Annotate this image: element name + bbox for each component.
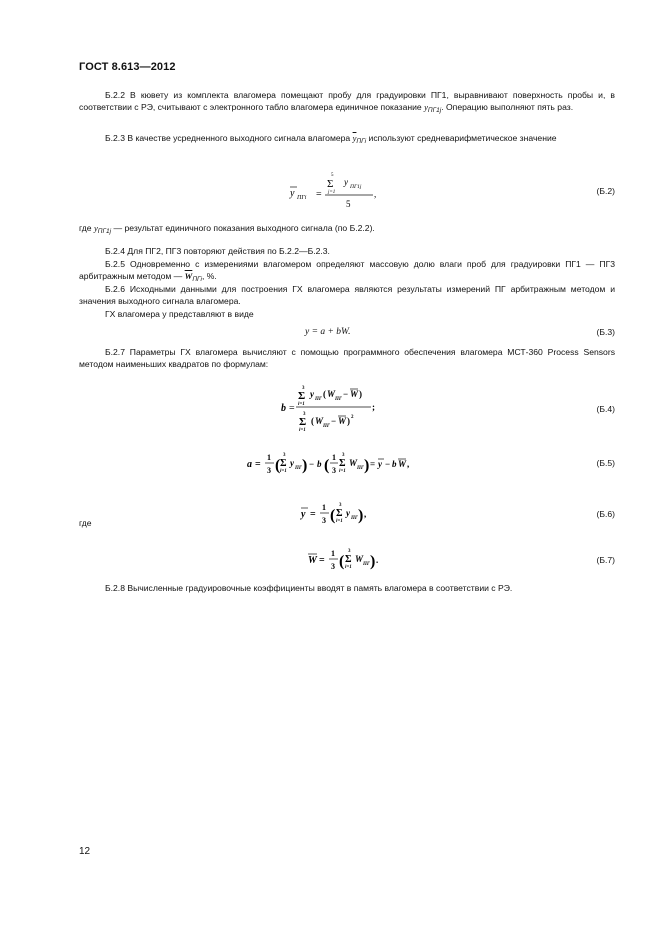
paragraph-b25-var: $\overline{W}$ — [184, 271, 193, 282]
svg-text:3: 3 — [322, 516, 326, 525]
svg-text:ПГ: ПГ — [335, 397, 342, 402]
svg-text:(: ( — [330, 507, 336, 524]
svg-text:1: 1 — [322, 503, 326, 512]
svg-text:i=1: i=1 — [280, 469, 287, 474]
svg-text:b: b — [392, 459, 397, 469]
svg-text:W: W — [308, 555, 317, 566]
svg-text:,: , — [407, 459, 410, 469]
svg-text:Σ: Σ — [336, 508, 343, 519]
formula-b7-label: (Б.7) — [596, 555, 615, 565]
formula-b2 — [79, 168, 615, 212]
svg-text:3: 3 — [348, 549, 351, 554]
paragraph-b26b-text: ГХ влагомера y представляют в виде — [105, 308, 254, 319]
formula-b6-expression — [299, 499, 374, 529]
svg-text:): ) — [347, 416, 350, 426]
paragraph-b25-end: , %. — [202, 271, 217, 282]
formula-b2-denominator: 5 — [346, 199, 351, 209]
svg-text:Σ: Σ — [299, 416, 307, 428]
formula-b6 — [79, 499, 615, 529]
svg-text:a: a — [247, 459, 252, 470]
svg-text:3: 3 — [331, 562, 335, 571]
svg-text:W: W — [327, 389, 336, 399]
svg-text:W: W — [355, 554, 364, 564]
svg-text:b: b — [317, 459, 322, 469]
formula-b3-label: (Б.3) — [596, 327, 615, 337]
svg-text:(: ( — [311, 416, 314, 426]
svg-text:W: W — [349, 458, 358, 468]
formula-b2-label: (Б.2) — [596, 186, 615, 196]
formula-b2-sum-top: 5 — [331, 173, 334, 178]
svg-text:−: − — [343, 389, 349, 399]
where-b2-var: y — [93, 223, 98, 233]
paragraph-b27 — [79, 346, 615, 371]
svg-text:(: ( — [275, 457, 281, 474]
paragraph-b22-text: Б.2.2 В кювету из комплекта влагомера помещают пробу для градуировки ПГ1, выравнивают поверхность пробы и, в соответствии с РЭ, считывают с электронного табло влагомера единичное показание — [79, 90, 615, 113]
svg-text:=: = — [370, 459, 376, 469]
formula-b5 — [79, 448, 615, 482]
formula-b4-expression — [279, 382, 389, 434]
formula-b2-sum-bottom: j=1 — [328, 190, 336, 195]
svg-text:y: y — [290, 458, 294, 468]
svg-text:): ) — [302, 457, 308, 474]
paragraph-b23-end: используют средневарифметическое значение — [368, 133, 557, 143]
formula-b2-comma: , — [374, 189, 377, 199]
svg-text:(: ( — [323, 389, 326, 399]
svg-text:): ) — [370, 553, 376, 570]
svg-text:ПГ: ПГ — [357, 466, 364, 471]
page-number: 12 — [79, 846, 91, 857]
svg-text:i=1: i=1 — [298, 402, 305, 407]
svg-text:): ) — [358, 507, 364, 524]
paragraph-b23-sub: ПГi — [356, 138, 367, 145]
paragraph-b23 — [79, 132, 615, 148]
svg-text:y: y — [378, 459, 382, 469]
svg-text:Σ: Σ — [339, 458, 346, 469]
paragraph-b26-text: Б.2.6 Исходными данными для построения ГХ влагомера являются результаты измерений ПГ арбитражным методом и значения выходного сигнала влагомера. — [79, 284, 615, 307]
paragraph-b23-var: $\overline{y}$ — [352, 133, 357, 143]
svg-text:ПГ: ПГ — [351, 516, 358, 521]
paragraph-b24-text: Б.2.4 Для ПГ2, ПГ3 повторяют действия по Б.2.2—Б.2.3. — [105, 246, 330, 256]
formula-b3 — [79, 326, 615, 342]
svg-text:Σ: Σ — [298, 390, 306, 402]
formula-b2-term: y — [344, 177, 348, 187]
svg-text:i=1: i=1 — [336, 519, 343, 524]
paragraph-where-b2 — [79, 222, 615, 238]
formula-b5-expression — [245, 448, 420, 482]
svg-text:=: = — [255, 459, 261, 470]
paragraph-b27-text: Б.2.7 Параметры ГХ влагомера вычисляют с помощью программного обеспечения влагомера МСТ-360 Process Sensors методом наименьших квадратов по формулам: — [79, 347, 615, 370]
svg-text:ПГ: ПГ — [295, 466, 302, 471]
svg-text:3: 3 — [267, 466, 271, 475]
formula-b2-term-sub: ПГ1j — [350, 184, 362, 190]
svg-text:3: 3 — [302, 386, 305, 391]
formula-b2-equals: = — [316, 189, 322, 200]
paragraph-b24 — [79, 245, 615, 257]
formula-b2-expression — [287, 168, 407, 212]
svg-text:=: = — [310, 509, 316, 520]
svg-text:=: = — [319, 555, 325, 566]
where-b2-sub: ПГ1j — [97, 228, 112, 235]
svg-text:b: b — [281, 403, 286, 414]
paragraph-b25-text: Б.2.5 Одновременно с измерениями влагомером определяют массовую долю влаги проб для градуировки ПГ1 — ПГ3 арбитражным методом — — [79, 259, 615, 282]
svg-text:3: 3 — [342, 453, 345, 458]
svg-text:y: y — [301, 509, 306, 520]
paragraph-b28-text: Б.2.8 Вычисленные градуировочные коэффициенты вводят в память влагомера в соответствии с РЭ. — [105, 583, 513, 593]
formula-b5-label: (Б.5) — [596, 458, 615, 468]
svg-text:3: 3 — [303, 412, 306, 417]
where-b2-end: — результат единичного показания выходного сигнала (по Б.2.2). — [113, 223, 375, 233]
svg-text:ПГ: ПГ — [363, 562, 370, 567]
where-label: где — [79, 518, 92, 528]
svg-text:Σ: Σ — [280, 458, 287, 469]
svg-text:(: ( — [339, 553, 345, 570]
formula-b7-expression — [306, 545, 381, 575]
where-b2-word: где — [79, 223, 92, 233]
svg-text:.: . — [376, 555, 379, 565]
svg-text:,: , — [364, 509, 367, 519]
svg-text:1: 1 — [331, 549, 335, 558]
svg-text:i=1: i=1 — [299, 428, 306, 433]
svg-text:W: W — [338, 416, 347, 426]
svg-text:i=1: i=1 — [339, 469, 346, 474]
svg-text:−: − — [385, 459, 391, 469]
svg-text:3: 3 — [332, 466, 336, 475]
formula-b2-sigma: Σ — [327, 178, 334, 190]
svg-text:=: = — [289, 403, 295, 414]
paragraph-b25-sub: ПГi — [192, 276, 203, 284]
svg-text:2: 2 — [351, 415, 354, 420]
svg-text:): ) — [364, 457, 370, 474]
formula-b6-label: (Б.6) — [596, 509, 615, 519]
svg-text:1: 1 — [332, 453, 336, 462]
paragraph-b28 — [79, 582, 615, 594]
svg-text:y: y — [310, 389, 314, 399]
svg-text:(: ( — [324, 457, 330, 474]
svg-text:i=1: i=1 — [345, 565, 352, 570]
svg-text:3: 3 — [283, 453, 286, 458]
paragraph-b26 — [79, 283, 615, 320]
formula-b7 — [79, 545, 615, 575]
svg-text:−: − — [331, 416, 337, 426]
svg-text:3: 3 — [339, 503, 342, 508]
formula-b4-label: (Б.4) — [596, 404, 615, 414]
paragraph-b22-var: y — [424, 102, 428, 113]
formula-b2-lhs-sub: ПГi — [297, 195, 307, 201]
page-header-title: ГОСТ 8.613—2012 — [79, 61, 176, 73]
svg-text:): ) — [359, 389, 362, 399]
paragraph-b22 — [79, 89, 615, 118]
svg-text:−: − — [309, 459, 315, 469]
paragraph-b22-sub: ПГ1j — [427, 107, 442, 115]
paragraph-b22-end: . Операцию выполняют пять раз. — [441, 102, 574, 113]
svg-text:;: ; — [372, 402, 375, 412]
svg-text:ПГ: ПГ — [315, 397, 322, 402]
svg-text:ПГ: ПГ — [323, 424, 330, 429]
formula-b2-lhs: y — [290, 188, 295, 199]
svg-text:W: W — [315, 416, 324, 426]
formula-b4 — [79, 382, 615, 434]
svg-text:W: W — [350, 389, 359, 399]
svg-text:y: y — [346, 508, 350, 518]
svg-text:W: W — [398, 459, 407, 469]
paragraph-b23-text: Б.2.3 В качестве усредненного выходного сигнала влагомера — [105, 133, 351, 143]
svg-text:Σ: Σ — [345, 554, 352, 565]
formula-b3-expression: y = a + bW. — [305, 327, 351, 337]
svg-text:1: 1 — [267, 453, 271, 462]
